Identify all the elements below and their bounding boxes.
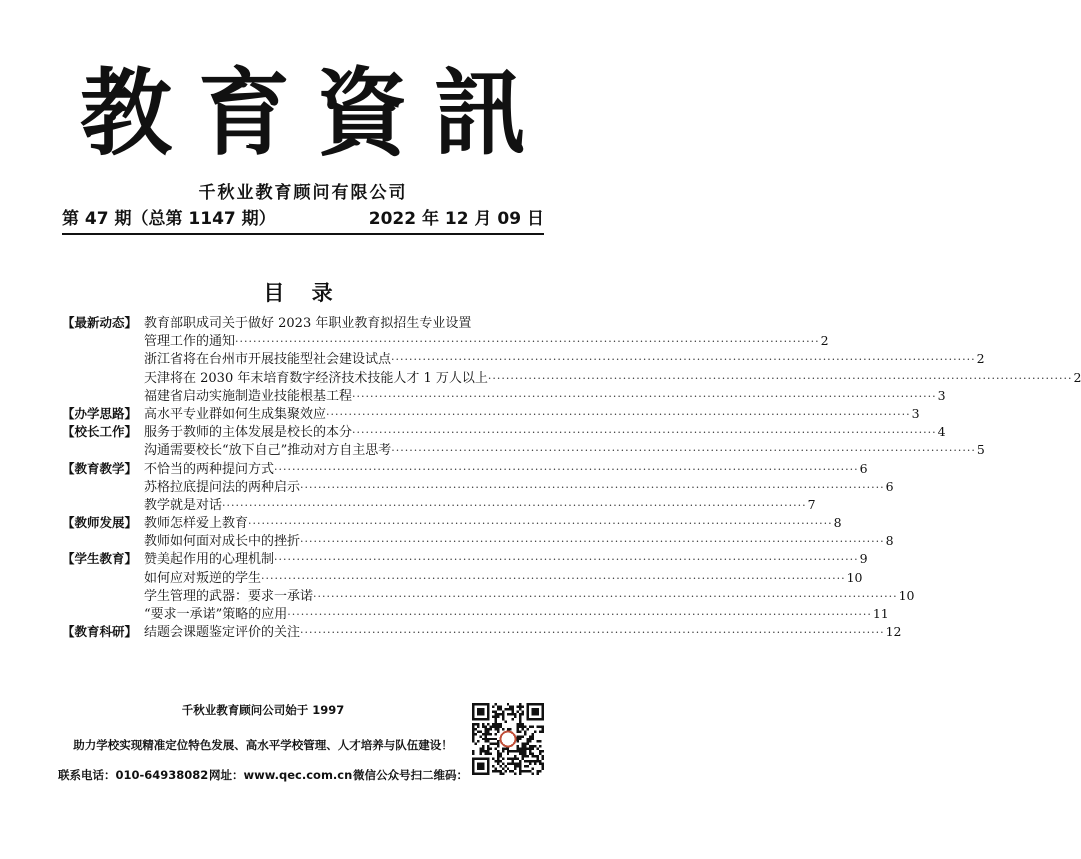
qr-code-icon [472, 703, 544, 775]
toc-category: 【校长工作】 [62, 424, 138, 440]
toc-leader-dots [326, 406, 911, 424]
toc-leader-dots [488, 370, 1073, 388]
toc-title: “要求一承诺”策略的应用 [144, 607, 288, 622]
toc-entry[interactable] [62, 441, 985, 459]
toc-page-number: 8 [885, 533, 894, 549]
toc-page-number: 5 [976, 442, 985, 458]
toc-page-number: 11 [872, 606, 889, 621]
toc-title: 苏格拉底提问法的两种启示 [144, 479, 301, 495]
toc-leader-dots [352, 424, 937, 442]
toc-title: 教师如何面对成长中的挫折 [144, 534, 301, 550]
toc-entry[interactable] [62, 369, 1081, 387]
toc-entry[interactable] [62, 332, 829, 350]
toc-page-number: 2 [820, 333, 829, 349]
toc-page-number: 3 [937, 387, 946, 403]
toc-title: 学生管理的武器：要求一承诺 [144, 588, 314, 604]
footer-since: 千秋业教育顾问公司始于 1997 [181, 703, 345, 717]
toc-leader-dots [222, 497, 807, 515]
toc-page-number: 8 [833, 515, 842, 531]
toc-entry[interactable] [62, 460, 868, 478]
footer-website[interactable]: 网址：www.qec.com.cn [209, 768, 353, 782]
toc-page-number: 4 [937, 424, 946, 440]
issue-info [62, 203, 544, 229]
toc-page-number: 2 [976, 351, 985, 367]
toc-title: 赞美起作用的心理机制 [144, 552, 275, 568]
toc-title: 沟通需要校长“放下自己”推动对方自主思考 [144, 443, 392, 459]
issue-date: 2022 年 12 月 09 日 [368, 208, 544, 229]
toc-title: 管理工作的通知 [144, 334, 236, 350]
masthead-char: 資 [316, 57, 409, 169]
toc-leader-dots [391, 442, 976, 460]
toc-category: 【办学思路】 [62, 405, 138, 421]
toc-title: 天津将在 2030 年末培育数字经济技术技能人才 1 万人以上 [144, 370, 488, 386]
header-divider [62, 233, 544, 235]
toc-entry[interactable] [62, 478, 894, 496]
toc-entry[interactable] [62, 350, 985, 368]
toc-entry[interactable] [62, 514, 842, 532]
toc-page-number: 9 [859, 551, 868, 567]
toc-entry[interactable] [62, 496, 816, 514]
toc-entry[interactable] [62, 587, 915, 605]
company-name: 千秋业教育顾问有限公司 [198, 183, 408, 203]
toc-leader-dots [300, 533, 885, 551]
toc-title: 教师怎样爱上教育 [144, 516, 249, 532]
toc-heading: 目 录 [263, 281, 343, 305]
toc-category: 【教师发展】 [62, 515, 138, 531]
footer-contact [58, 764, 468, 786]
toc-category: 【教育科研】 [62, 624, 138, 640]
toc-entry[interactable] [62, 423, 946, 441]
toc-leader-dots [235, 333, 820, 351]
toc-entry[interactable] [62, 405, 920, 423]
toc-category: 【教育教学】 [62, 460, 138, 476]
toc-leader-dots [300, 624, 885, 642]
toc-page-number: 2 [1073, 369, 1081, 385]
toc-category: 【最新动态】 [62, 315, 138, 330]
footer [58, 700, 468, 786]
toc-entry[interactable] [62, 623, 902, 641]
toc-leader-dots [274, 461, 859, 479]
toc-leader-dots [274, 551, 859, 569]
toc-leader-dots [313, 588, 898, 606]
table-of-contents [62, 314, 1081, 641]
toc-entry[interactable] [62, 387, 946, 405]
toc-title: 不恰当的两种提问方式 [144, 461, 275, 477]
toc-leader-dots [248, 515, 833, 533]
toc-leader-dots [261, 570, 846, 588]
toc-leader-dots [391, 351, 976, 369]
toc-page-number: 10 [898, 587, 915, 603]
masthead-title [0, 58, 606, 168]
toc-page-number: 7 [807, 496, 816, 512]
toc-leader-dots [287, 606, 872, 624]
toc-page-number: 12 [885, 624, 902, 640]
issue-number: 第 47 期（总第 1147 期） [62, 208, 276, 229]
footer-phone: 联系电话：010-64938082 [58, 768, 209, 782]
masthead-char: 育 [197, 57, 290, 169]
toc-title: 福建省启动实施制造业技能根基工程 [144, 388, 353, 404]
footer-wechat: 微信公众号扫二维码： [353, 768, 468, 782]
toc-leader-dots [300, 479, 885, 497]
toc-page-number: 10 [846, 569, 863, 585]
toc-leader-dots [352, 388, 937, 406]
toc-entry[interactable] [62, 605, 889, 623]
toc-entry[interactable] [62, 569, 863, 587]
toc-title: 教学就是对话 [144, 497, 223, 513]
toc-title: 如何应对叛逆的学生 [144, 570, 262, 586]
toc-entry[interactable] [62, 532, 894, 550]
toc-entry[interactable] [62, 314, 544, 332]
toc-title: 浙江省将在台州市开展技能型社会建设试点 [144, 352, 392, 368]
toc-category: 【学生教育】 [62, 551, 138, 567]
toc-title: 服务于教师的主体发展是校长的本分 [144, 425, 353, 441]
toc-entry[interactable] [62, 550, 868, 568]
toc-page-number: 6 [885, 478, 894, 494]
masthead-char: 教 [79, 57, 172, 169]
toc-title: 教育部职成司关于做好 2023 年职业教育拟招生专业设置 [144, 316, 472, 331]
footer-slogan: 助力学校实现精准定位特色发展、高水平学校管理、人才培养与队伍建设！ [73, 738, 453, 752]
toc-title: 结题会课题鉴定评价的关注 [144, 625, 301, 641]
masthead-char: 訊 [434, 57, 527, 169]
toc-page-number: 6 [859, 460, 868, 476]
toc-title: 高水平专业群如何生成集聚效应 [144, 406, 327, 422]
toc-page-number: 3 [911, 405, 920, 421]
